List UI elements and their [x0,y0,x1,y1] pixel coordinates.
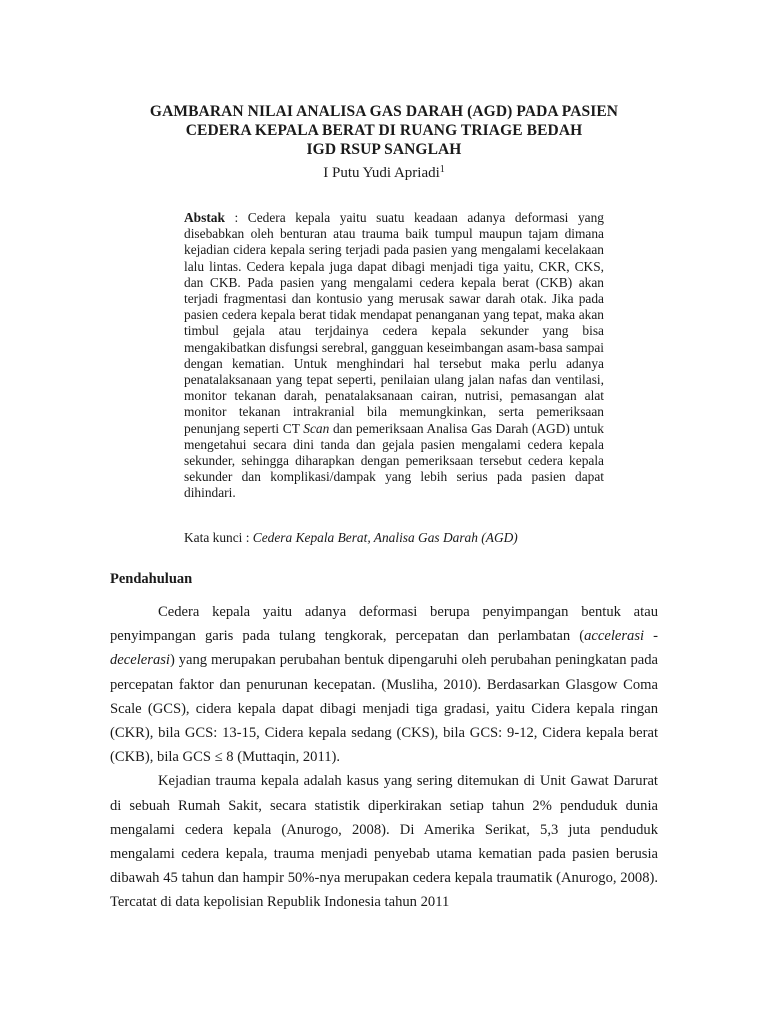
abstract-separator: : [224,210,248,225]
paragraph-1 [110,600,658,769]
section-heading: Pendahuluan [110,571,193,587]
abstract-text: Cedera kepala yaitu suatu keadaan adanya deformasi yang disebabkan oleh benturan atau trauma baik tumpul maupun tajam dimana kejadian cidera kepala sering terjadi pada pasien yang mengalami kecelakaan lalu lintas. Cedera kepala juga dapat dibagi menjadi tiga yaitu, CKR, CKS, dan CKB. Pada pasien yang mengalami cedera kepala berat (CKB) akan terjadi fragmentasi dan kontusio yang merusak sawar darah otak. Jika pada pasien cedera kepala berat tidak mendapat penanganan yang tepat, maka akan timbul gejala atau terjdainya cedera kepala sekunder yang bisa mengakibatkan disfungsi serebral, gangguan keseimbangan asam-basa sampai dengan kematian. Untuk menghindari hal tersebut maka perlu adanya penatalaksanaan yang tepat seperti, penilaian ulang jalan nafas dan ventilasi, monitor tekanan darah, penatalaksanaan cairan, nutrisi, pemasangan alat monitor tekanan intrakranial bila memungkinkan, serta pemeriksaan penunjang seperti CT [184,210,604,436]
abstract-text-end: dan pemeriksaan Analisa Gas Darah (AGD) untuk mengetahui secara dini tanda dan gejala pasien mengalami cedera kepala sekunder, sehingga diharapkan dengan pemeriksaan tersebut cedera kepala sekunder dan komplikasi/dampak yang lebih serius pada pasien dapat dihindari. [184,420,604,501]
keywords-terms: Cedera Kepala Berat, Analisa Gas Darah (AGD) [252,530,518,545]
author-line [100,164,668,182]
abstract-label: Abstak [184,210,225,225]
title-line-3: IGD RSUP SANGLAH [306,141,462,158]
keywords [184,530,624,546]
paragraph-1-italic: accelerasi - decelerasi [110,628,658,669]
abstract-italic-term: Scan [303,420,330,436]
title-line-1: GAMBARAN NILAI ANALISA GAS DARAH (AGD) PADA PASIEN [149,103,619,120]
title-line-2: CEDERA KEPALA BERAT DI RUANG TRIAGE BEDAH [185,122,583,139]
abstract [184,210,604,502]
paragraph-1-text: Cedera kepala yaitu adanya deformasi berupa penyimpangan bentuk atau penyimpangan garis pada tulang tengkorak, percepatan dan perlambatan ( [110,604,658,645]
author-name: I Putu Yudi Apriadi [323,165,440,181]
paragraph-2: Kejadian trauma kepala adalah kasus yang sering ditemukan di Unit Gawat Darurat di sebuah Rumah Sakit, secara statistik diperkirakan setiap tahun 2% penduduk dunia mengalami cedera kepala (Anurogo, 2008). Di Amerika Serikat, 5,3 juta penduduk mengalami cedera kepala, trauma menjadi penyebab utama kematian pada pasien berusia dibawah 45 tahun dan hampir 50%-nya merupakan cedera kepala traumatik (Anurogo, 2008). Tercatat di data kepolisian Republik Indonesia tahun 2011 [110,773,658,911]
affiliation-mark: 1 [439,164,445,175]
paper-title [100,102,668,159]
paragraph-1-text-end: ) yang merupakan perubahan bentuk dipengaruhi oleh perubahan peningkatan pada percepatan faktor dan penurunan kecepatan. (Musliha, 2010). Berdasarkan Glasgow Coma Scale (GCS), cidera kepala dapat dibagi menjadi tiga gradasi, yaitu Cidera kepala ringan (CKR), bila GCS: 13-15, Cidera kepala sedang (CKS), bila GCS: 9-12, Cidera kepala berat (CKB), bila GCS ≤ 8 (Muttaqin, 2011). [110,652,658,766]
section-body [110,600,658,915]
keywords-label: Kata kunci : [184,530,253,545]
